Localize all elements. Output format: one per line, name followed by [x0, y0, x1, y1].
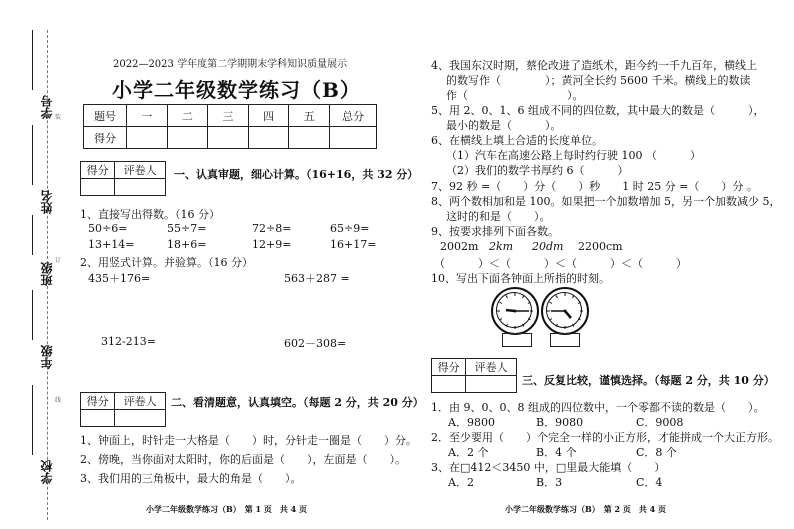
s3-q3-option[interactable]: A．2: [448, 476, 474, 489]
side-underline: [32, 30, 33, 90]
score-table-cell: 一: [127, 105, 168, 127]
score-table-cell[interactable]: [289, 127, 330, 149]
exam-title: 小学二年级数学练习（B）: [112, 78, 361, 102]
s1-q2-item: 563＋287 =: [284, 272, 350, 285]
s3-q3-option[interactable]: B．3: [536, 476, 563, 489]
s1-q2-title: 2、用竖式计算。并验算。（16 分）: [80, 256, 253, 269]
grader-reviewer-cell[interactable]: [115, 410, 166, 427]
score-table-cell: 总分: [330, 105, 377, 127]
score-table: [83, 104, 377, 149]
q9-item: 2002m: [440, 240, 479, 253]
score-table-cell[interactable]: [330, 127, 377, 149]
grader-box: [431, 358, 517, 393]
grader-reviewer-label: 评卷人: [115, 162, 166, 179]
clock-face: [541, 287, 589, 335]
q5-line2: 最小的数是（ ）。: [446, 119, 562, 132]
binding-mark: 装: [55, 114, 62, 121]
score-table-cell: 二: [167, 105, 208, 127]
score-table-cell[interactable]: [127, 127, 168, 149]
side-underline: [32, 125, 33, 185]
s3-q1-option[interactable]: C．9008: [636, 416, 684, 429]
s1-q2-item: 602－308=: [284, 337, 347, 350]
clock-answer-box[interactable]: [550, 333, 580, 347]
grader-reviewer-cell[interactable]: [115, 179, 166, 196]
q5-line1: 5、用 2、0、1、6 组成不同的四位数，其中最大的数是（ ），: [431, 104, 765, 117]
s2-q3: 3、我们用的三角板中，最大的角是（ ）。: [80, 472, 302, 485]
s3-q3: 3、在□412＜3450 中，□里最大能填（ ）: [431, 461, 666, 474]
s1-q1-title: 1、直接写出得数。（16 分）: [80, 208, 220, 221]
score-table-cell[interactable]: [248, 127, 289, 149]
s3-q2-option[interactable]: B．4 个: [536, 446, 577, 459]
score-table-cell: 题号: [84, 105, 127, 127]
side-label-name: 姓名: [40, 190, 54, 214]
q4-line3: 作（ ）。: [446, 89, 584, 102]
side-label-grade: 年级: [40, 345, 54, 369]
s1-q1-item: 18+6=: [167, 238, 207, 251]
q8-line2: 这时的和是（ ）。: [446, 210, 551, 223]
grader-box: [80, 161, 166, 196]
q9-blanks: （ ）＜（ ）＜（ ）＜（ ）: [434, 257, 687, 270]
side-label-class: 班级: [40, 262, 54, 286]
side-label-school: 学校: [40, 460, 54, 484]
section-1-title: 一、认真审题，细心计算。（16+16，共 32 分）: [174, 168, 419, 181]
side-underline: [32, 290, 33, 340]
s1-q1-item: 72÷8=: [252, 222, 292, 235]
q9-item: 20dm: [532, 240, 564, 253]
q4-line1: 4、我国东汉时期，蔡伦改进了造纸术，距今约一千九百年，横线上: [431, 59, 757, 72]
s3-q2-option[interactable]: C．8 个: [636, 446, 677, 459]
score-table-cell: 四: [248, 105, 289, 127]
grader-reviewer-cell[interactable]: [466, 376, 517, 393]
s3-q1-option[interactable]: A．9800: [448, 416, 495, 429]
clock-face: [491, 287, 539, 335]
s1-q1-item: 16+17=: [330, 238, 377, 251]
binding-mark: 线: [55, 397, 62, 404]
side-underline: [32, 215, 33, 255]
q8-line1: 8、两个数相加和是 100。如果把一个加数增加 5，另一个加数减少 5，: [431, 195, 781, 208]
binding-mark: 订: [55, 257, 62, 264]
q6-title: 6、在横线上填上合适的长度单位。: [431, 134, 603, 147]
s1-q1-item: 50÷6=: [88, 222, 128, 235]
s3-q1: 1．由 9、0、0、8 组成的四位数中，一个零都不读的数是（ ）。: [431, 401, 765, 414]
side-underline: [32, 385, 33, 455]
grader-reviewer-label: 评卷人: [115, 393, 166, 410]
grader-box: [80, 392, 166, 427]
s3-q1-option[interactable]: B．9080: [536, 416, 584, 429]
q9-item: 2200cm: [578, 240, 623, 253]
s3-q2-option[interactable]: A．2 个: [448, 446, 489, 459]
footer-right: 小学二年级数学练习（B） 第 2 页 共 4 页: [505, 504, 667, 514]
grader-score-cell[interactable]: [81, 179, 115, 196]
score-table-cell[interactable]: [208, 127, 249, 149]
grader-score-cell[interactable]: [432, 376, 466, 393]
section-3-title: 三、反复比较，谨慎选择。（每题 2 分，共 10 分）: [522, 374, 775, 387]
s3-q2: 2．至少要用（ ）个完全一样的小正方形，才能拼成一个大正方形。: [431, 431, 779, 444]
s1-q2-item: 312-213=: [101, 335, 156, 348]
score-table-cell[interactable]: [167, 127, 208, 149]
grader-reviewer-label: 评卷人: [466, 359, 517, 376]
s1-q1-item: 12+9=: [252, 238, 292, 251]
q6-a: （1）汽车在高速公路上每时约行驶 100 （ ）: [446, 149, 701, 162]
s2-q1: 1、钟面上，时针走一大格是（ ）时，分针走一圈是（ ）分。: [80, 434, 417, 447]
s1-q2-item: 435＋176=: [88, 272, 151, 285]
grader-score-cell[interactable]: [81, 410, 115, 427]
section-2-title: 二、看清题意，认真填空。（每题 2 分，共 20 分）: [171, 396, 424, 409]
q7: 7、92 秒 =（ ）分（ ）秒 1 时 25 分 =（ ）分 。: [431, 180, 758, 193]
q4-line2: 的数写作（ ）；黄河全长约 5600 千米。横线上的数读: [446, 74, 751, 87]
grader-score-label: 得分: [81, 162, 115, 179]
q9-title: 9、按要求排列下面各数。: [431, 225, 559, 238]
q9-item: 2km: [489, 240, 514, 253]
s3-q3-option[interactable]: C．4: [636, 476, 663, 489]
score-table-cell: 三: [208, 105, 249, 127]
clock-answer-box[interactable]: [502, 333, 532, 347]
exam-subtitle: 2022—2023 学年度第二学期期末学科知识质量展示: [113, 59, 348, 70]
side-label-student-number: 学号: [40, 95, 54, 119]
grader-score-label: 得分: [81, 393, 115, 410]
s1-q1-item: 13+14=: [88, 238, 135, 251]
grader-score-label: 得分: [432, 359, 466, 376]
s2-q2: 2、傍晚，当你面对太阳时，你的后面是（ ），左面是（ ）。: [80, 453, 406, 466]
q6-b: （2）我们的数学书厚约 6（ ）: [446, 164, 629, 177]
score-table-cell: 五: [289, 105, 330, 127]
score-table-cell: 得分: [84, 127, 127, 149]
q10: 10、写出下面各钟面上所指的时刻。: [431, 272, 610, 285]
footer-left: 小学二年级数学练习（B） 第 1 页 共 4 页: [146, 504, 308, 514]
s1-q1-item: 55÷7=: [167, 222, 207, 235]
s1-q1-item: 65÷9=: [330, 222, 370, 235]
